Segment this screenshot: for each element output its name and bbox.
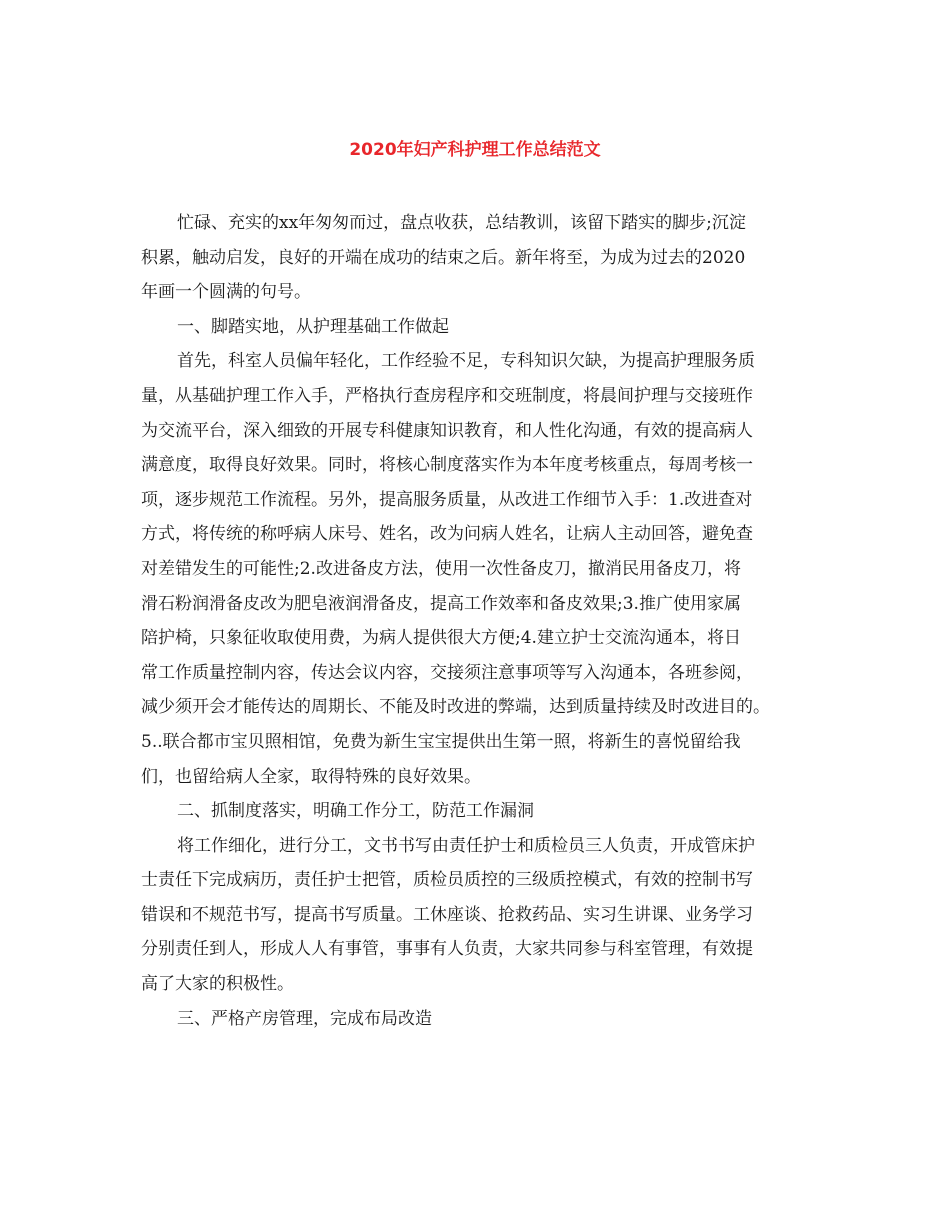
text-line: 积累，触动启发，良好的开端在成功的结束之后。新年将至，为成为过去的2020 xyxy=(141,247,746,268)
section-heading: 三、严格产房管理，完成布局改造 xyxy=(177,1008,432,1029)
text-line: 方式，将传统的称呼病人床号、姓名，改为问病人姓名，让病人主动回答，避免查 xyxy=(141,524,753,545)
text-line: 高了大家的积极性。 xyxy=(141,974,294,995)
text-line: 陪护椅，只象征收取使用费，为病人提供很大方便;4.建立护士交流沟通本，将日 xyxy=(141,628,741,649)
text-line: 们，也留给病人全家，取得特殊的良好效果。 xyxy=(141,766,481,787)
text-line: 对差错发生的可能性;2.改进备皮方法，使用一次性备皮刀，撤消民用备皮刀，将 xyxy=(141,558,741,579)
text-line: 将工作细化，进行分工，文书书写由责任护士和质检员三人负责，开成管床护 xyxy=(177,835,755,856)
text-line: 5..联合都市宝贝照相馆，免费为新生宝宝提供出生第一照，将新生的喜悦留给我 xyxy=(141,731,741,752)
text-line: 士责任下完成病历，责任护士把管，质检员质控的三级质控模式，有效的控制书写 xyxy=(141,870,753,891)
text-line: 常工作质量控制内容，传达会议内容，交接须注意事项等写入沟通本，各班参阅， xyxy=(141,662,753,683)
text-line: 年画一个圆满的句号。 xyxy=(141,282,311,303)
text-line: 错误和不规范书写，提高书写质量。工休座谈、抢救药品、实习生讲课、业务学习 xyxy=(141,904,753,925)
document-title: 2020年妇产科护理工作总结范文 xyxy=(349,140,601,160)
section-heading: 一、脚踏实地，从护理基础工作做起 xyxy=(177,316,449,337)
text-line: 为交流平台，深入细致的开展专科健康知识教育，和人性化沟通，有效的提高病人 xyxy=(141,420,753,441)
section-heading: 二、抓制度落实，明确工作分工，防范工作漏洞 xyxy=(177,801,534,822)
document-body xyxy=(141,206,831,1036)
text-line: 首先，科室人员偏年轻化，工作经验不足，专科知识欠缺，为提高护理服务质 xyxy=(177,351,755,372)
text-line: 量，从基础护理工作入手，严格执行查房程序和交班制度，将晨间护理与交接班作 xyxy=(141,385,753,406)
text-line: 减少须开会才能传达的周期长、不能及时改进的弊端，达到质量持续及时改进目的。 xyxy=(141,697,770,718)
text-line: 忙碌、充实的xx年匆匆而过，盘点收获，总结教训，该留下踏实的脚步;沉淀 xyxy=(177,213,746,233)
text-line: 滑石粉润滑备皮改为肥皂液润滑备皮，提高工作效率和备皮效果;3.推广使用家属 xyxy=(141,593,741,614)
text-line: 项，逐步规范工作流程。另外，提高服务质量，从改进工作细节入手：1.改进查对 xyxy=(141,489,753,510)
text-line: 满意度，取得良好效果。同时，将核心制度落实作为本年度考核重点，每周考核一 xyxy=(141,455,753,476)
text-line: 分别责任到人，形成人人有事管，事事有人负责，大家共同参与科室管理，有效提 xyxy=(141,939,753,960)
